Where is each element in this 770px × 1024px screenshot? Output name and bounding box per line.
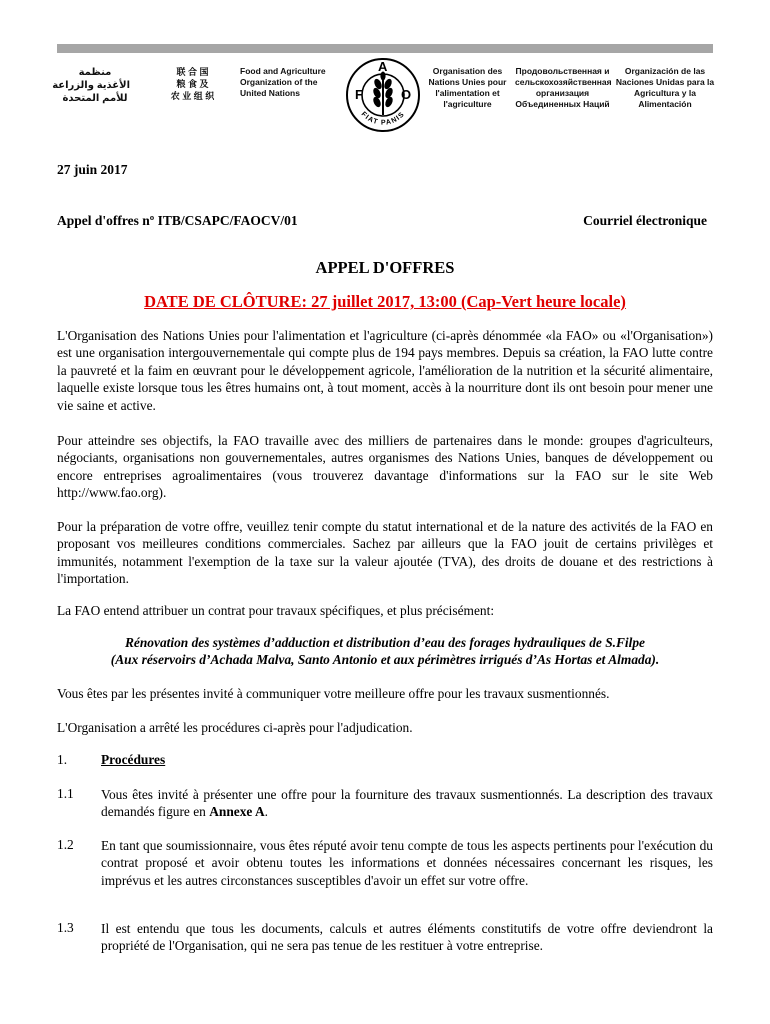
org-name-russian: Продовольственная и cельскохозяйственная организация Объединенных Наций: [515, 66, 612, 109]
item-number: 1.3: [57, 920, 74, 935]
paragraph-procedures-intro: L'Organisation a arrêté les procédures ci-après pour l'adjudication.: [57, 720, 413, 735]
paragraph-contract: La FAO entend attribuer un contrat pour travaux spécifiques, et plus précisément:: [57, 603, 495, 618]
submission-channel: Courriel électronique: [583, 213, 707, 228]
document-date: 27 juin 2017: [57, 162, 128, 177]
item-text: Il est entendu que tous les documents, calculs et autres éléments constitutifs de votre offre deviendront la propriété de l'Organisation, qui ne sera pas tenue de les restituer à votre entreprise.: [101, 921, 713, 954]
logo-letter-a: A: [378, 59, 388, 74]
org-name-spanish: Organización de las Naciones Unidas para la Agricultura y la Alimentación: [615, 66, 715, 109]
org-name-chinese: 联 合 国 粮 食 及 农 业 组 织: [170, 67, 215, 101]
fao-logo: [345, 57, 421, 133]
paragraph-intro: L'Organisation des Nations Unies pour l'alimentation et l'agriculture (ci-après dénommée «la FAO» ou «l'Organisation») est une organisation intergouvernementale qui compte plus de 194 pays membres. Depuis sa création, la FAO lutte contre la pauvreté et la faim en œuvrant pour le développement agricole, l'amélioration de la nutrition et la sécurité alimentaire, laquelle existe lorsque tous les êtres humains ont, à tout moment, accès à la nourriture dont ils ont besoin pour mener une vie saine et active.: [57, 328, 713, 413]
annex-reference: Annexe A: [209, 804, 265, 820]
org-name-french: Organisation des Nations Unies pour l'alimentation et l'agriculture: [428, 66, 507, 109]
paragraph-invitation: Vous êtes par les présentes invité à communiquer votre meilleure offre pour les travaux susmentionnés.: [57, 686, 610, 701]
item-number: 1.1: [57, 786, 74, 801]
logo-motto: FIAT PANIS: [359, 110, 407, 127]
project-title-line-1: Rénovation des systèmes d’adduction et distribution d’eau des forages hydrauliques de S.Filpe: [124, 635, 646, 650]
header-bar: [57, 44, 713, 53]
org-name-english: Food and Agriculture Organization of the United Nations: [240, 66, 326, 98]
org-name-arabic: منظمة الأغذية والزراعة للأمم المتحدة: [52, 67, 130, 104]
section-number: 1.: [57, 752, 68, 767]
paragraph-partners: Pour atteindre ses objectifs, la FAO travaille avec des milliers de partenaires dans le monde: groupes d'agriculteurs, négociants, organisations non gouvernementales, autres organismes des Nations Unies, banques de développement ou encore entreprises agroalimentaires (vous trouverez davantage d'informations sur la FAO sur le site Web http://www.fao.org).: [57, 433, 713, 501]
item-number: 1.2: [57, 837, 74, 852]
project-title-line-2: (Aux réservoirs d’Achada Malva, Santo Antonio et aux périmètres irrigués d’As Hortas et Almada).: [110, 652, 660, 667]
closing-date: DATE DE CLÔTURE: 27 juillet 2017, 13:00 (Cap-Vert heure locale): [144, 292, 626, 311]
item-text: En tant que soumissionnaire, vous êtes réputé avoir tenu compte de tous les aspects pertinents pour l'exécution du contrat proposé et avoir obtenu toutes les informations et données nécessaires concernant les risques, les imprévus et les autres circonstances susceptibles d'avoir un effet sur votre offre.: [101, 838, 713, 888]
document-title: APPEL D'OFFRES: [315, 258, 455, 277]
item-text: Vous êtes invité à présenter une offre pour la fourniture des travaux susmentionnés. La description des travaux demandés figure en Annexe A.: [101, 787, 713, 820]
logo-letter-o: O: [401, 87, 412, 102]
logo-letter-f: F: [355, 87, 363, 102]
paragraph-offer-preparation: Pour la préparation de votre offre, veuillez tenir compte du statut international et de la nature des activités de la FAO en proposant vos meilleures conditions commerciales. Sachez par ailleurs que la FAO jouit de certains privilèges et immunités, notamment l'exemption de la taxe sur la valeur ajoutée (TVA), des droits de douane et des restrictions à l'importation.: [57, 519, 713, 587]
tender-reference: Appel d'offres nº ITB/CSAPC/FAOCV/01: [57, 213, 298, 228]
section-heading: Procédures: [101, 752, 166, 767]
